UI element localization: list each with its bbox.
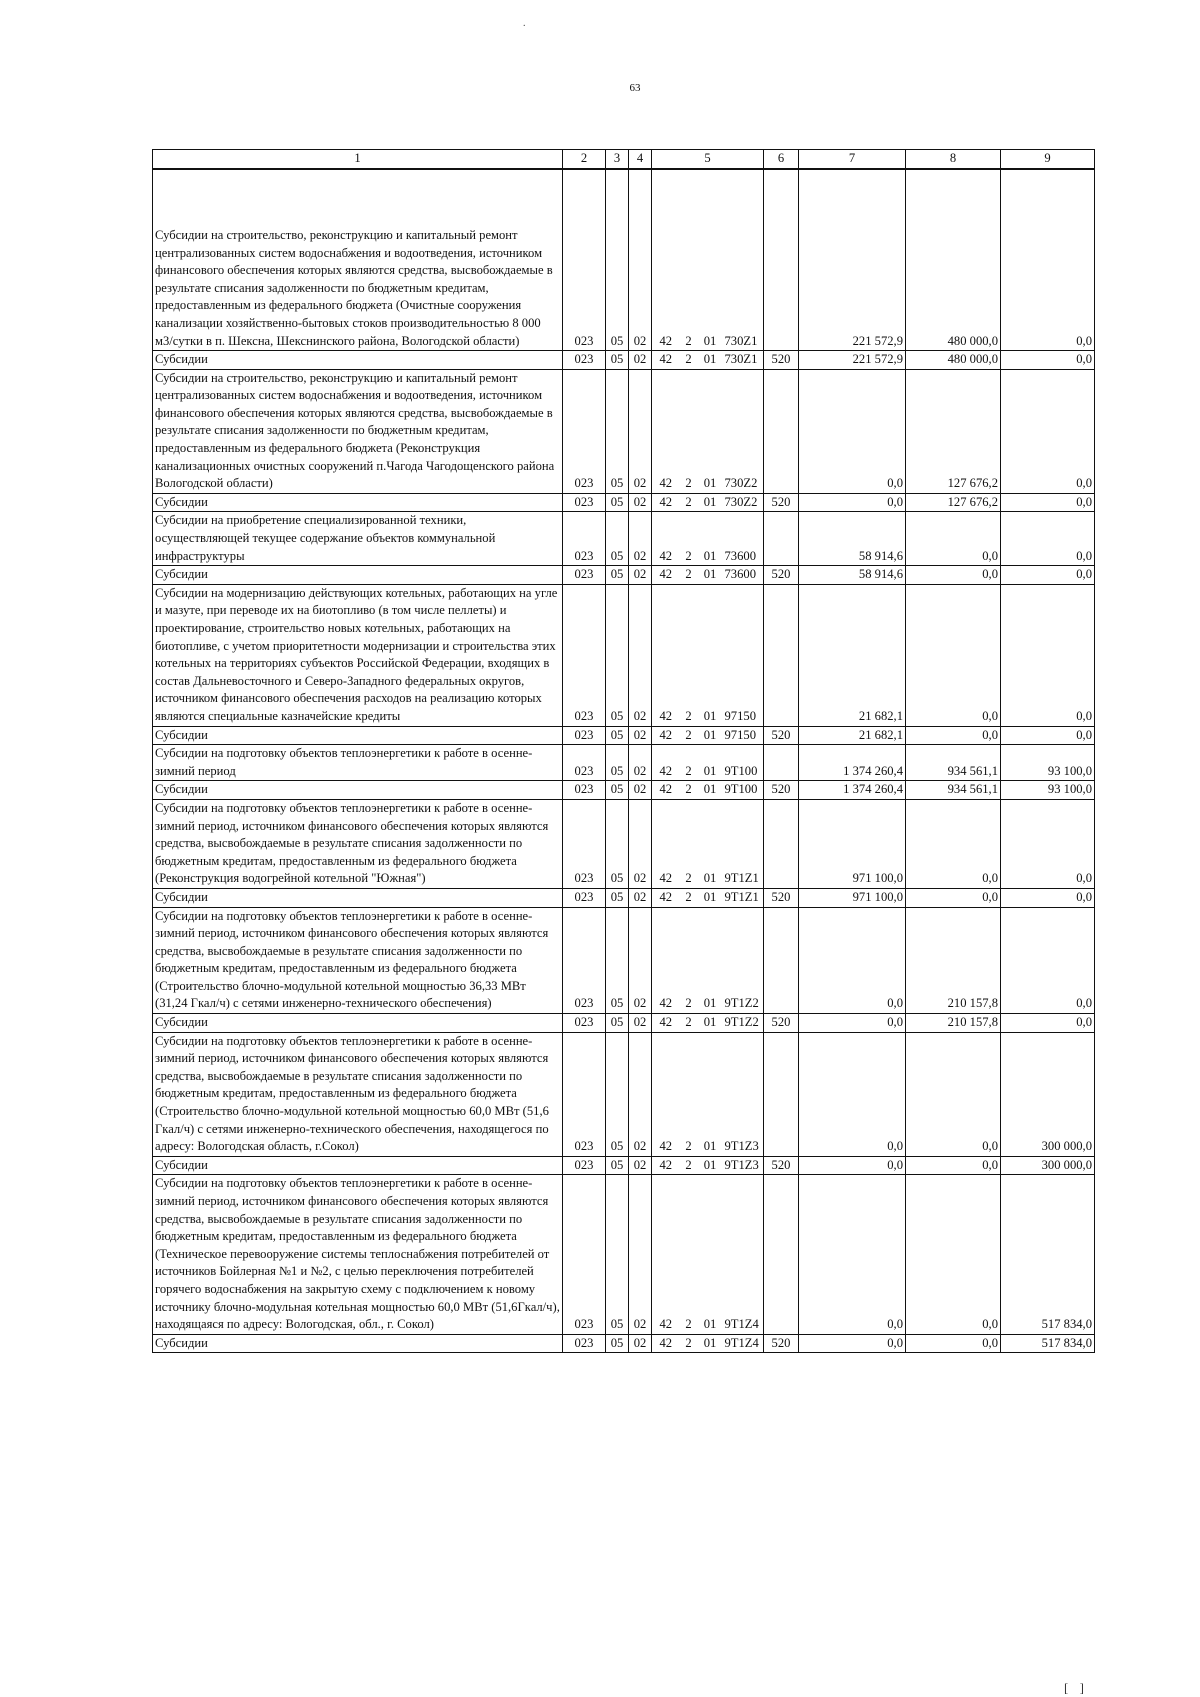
header-col-2: 2 [563, 150, 606, 169]
col-3-section: 05 [606, 726, 629, 745]
col-7-amount: 1 374 260,4 [799, 745, 906, 781]
col-5-subprogram: 2 [680, 781, 698, 800]
col-5-subprogram: 2 [680, 169, 698, 351]
col-5-subprogram: 2 [680, 1032, 698, 1156]
col-7-amount: 0,0 [799, 1334, 906, 1353]
header-col-3: 3 [606, 150, 629, 169]
col-6-expense-type: 520 [764, 726, 799, 745]
col-9-amount: 0,0 [1001, 1014, 1095, 1033]
col-5-subprogram: 2 [680, 584, 698, 726]
col-4-subsection: 02 [629, 493, 652, 512]
col-5-direction: 9T1Z3 [723, 1156, 764, 1175]
row-name: Субсидии на подготовку объектов теплоэнергетики к работе в осенне-зимний период, источником финансового обеспечения которых являются средства, высвобождаемые в результате списания задолженности по бюджетным кредитам, предоставленным из федерального бюджета (Техническое перевооружение системы теплоснабжения потребителей от источников Бойлерная №1 и №2, с целью переключения потребителей горячего водоснабжения на закрытую схему с подключением к новому источнику блочно-модульная котельная мощностью 60,0 МВт (51,6Гкал/ч), находящаяся по адресу: Вологодская, обл., г. Сокол) [153, 1175, 563, 1334]
col-5-subprogram: 2 [680, 369, 698, 493]
budget-table [152, 149, 1095, 1353]
col-5-program: 42 [652, 907, 680, 1014]
col-5-subprogram: 2 [680, 566, 698, 585]
col-5-direction: 9T1Z4 [723, 1334, 764, 1353]
col-9-amount: 0,0 [1001, 907, 1095, 1014]
col-5-direction: 73600 [723, 512, 764, 566]
col-5-subprogram: 2 [680, 745, 698, 781]
col-8-amount: 0,0 [906, 512, 1001, 566]
table-row [153, 745, 1095, 781]
col-7-amount: 58 914,6 [799, 566, 906, 585]
col-5-program: 42 [652, 1334, 680, 1353]
col-8-amount: 0,0 [906, 726, 1001, 745]
header-col-7: 7 [799, 150, 906, 169]
col-2-ministry: 023 [563, 1175, 606, 1334]
col-8-amount: 934 561,1 [906, 781, 1001, 800]
col-5-event: 01 [698, 351, 723, 370]
col-9-amount: 0,0 [1001, 888, 1095, 907]
table-row [153, 584, 1095, 726]
header-row [153, 150, 1095, 169]
col-6-expense-type [764, 1032, 799, 1156]
table-row [153, 1032, 1095, 1156]
col-5-direction: 9T1Z3 [723, 1032, 764, 1156]
col-2-ministry: 023 [563, 512, 606, 566]
col-5-subprogram: 2 [680, 1175, 698, 1334]
col-7-amount: 0,0 [799, 1014, 906, 1033]
col-9-amount: 517 834,0 [1001, 1334, 1095, 1353]
col-8-amount: 0,0 [906, 888, 1001, 907]
col-5-program: 42 [652, 493, 680, 512]
col-8-amount: 480 000,0 [906, 169, 1001, 351]
top-mark: . [523, 18, 526, 29]
col-2-ministry: 023 [563, 493, 606, 512]
col-8-amount: 0,0 [906, 799, 1001, 888]
col-5-event: 01 [698, 493, 723, 512]
col-3-section: 05 [606, 1156, 629, 1175]
col-9-amount: 0,0 [1001, 169, 1095, 351]
col-4-subsection: 02 [629, 369, 652, 493]
col-7-amount: 221 572,9 [799, 351, 906, 370]
row-name: Субсидии [153, 566, 563, 585]
table-row [153, 888, 1095, 907]
table-row [153, 799, 1095, 888]
col-3-section: 05 [606, 1032, 629, 1156]
col-5-program: 42 [652, 1175, 680, 1334]
table-row [153, 781, 1095, 800]
row-name: Субсидии на приобретение специализированной техники, осуществляющей текущее содержание объектов коммунальной инфраструктуры [153, 512, 563, 566]
col-4-subsection: 02 [629, 888, 652, 907]
col-5-program: 42 [652, 169, 680, 351]
col-5-direction: 97150 [723, 726, 764, 745]
col-3-section: 05 [606, 369, 629, 493]
col-5-program: 42 [652, 566, 680, 585]
col-5-direction: 730Z2 [723, 493, 764, 512]
col-5-event: 01 [698, 1156, 723, 1175]
col-6-expense-type: 520 [764, 566, 799, 585]
col-5-program: 42 [652, 584, 680, 726]
col-9-amount: 0,0 [1001, 351, 1095, 370]
table-row [153, 1334, 1095, 1353]
col-5-event: 01 [698, 1032, 723, 1156]
col-3-section: 05 [606, 351, 629, 370]
corner-mark: [ ] [1064, 1680, 1088, 1695]
col-5-subprogram: 2 [680, 726, 698, 745]
col-2-ministry: 023 [563, 351, 606, 370]
col-8-amount: 210 157,8 [906, 1014, 1001, 1033]
col-3-section: 05 [606, 745, 629, 781]
col-6-expense-type [764, 169, 799, 351]
row-name: Субсидии [153, 351, 563, 370]
col-7-amount: 0,0 [799, 1156, 906, 1175]
col-2-ministry: 023 [563, 726, 606, 745]
col-3-section: 05 [606, 799, 629, 888]
col-7-amount: 0,0 [799, 1175, 906, 1334]
col-6-expense-type [764, 799, 799, 888]
table-row [153, 1156, 1095, 1175]
col-6-expense-type: 520 [764, 351, 799, 370]
col-5-direction: 730Z1 [723, 351, 764, 370]
col-3-section: 05 [606, 907, 629, 1014]
col-5-program: 42 [652, 745, 680, 781]
col-8-amount: 934 561,1 [906, 745, 1001, 781]
row-name: Субсидии [153, 493, 563, 512]
col-5-program: 42 [652, 1156, 680, 1175]
col-5-direction: 9T1Z4 [723, 1175, 764, 1334]
col-4-subsection: 02 [629, 726, 652, 745]
col-5-subprogram: 2 [680, 907, 698, 1014]
col-5-direction: 9T1Z2 [723, 1014, 764, 1033]
header-col-9: 9 [1001, 150, 1095, 169]
col-4-subsection: 02 [629, 781, 652, 800]
table-row [153, 351, 1095, 370]
table-row [153, 726, 1095, 745]
col-9-amount: 0,0 [1001, 369, 1095, 493]
col-5-event: 01 [698, 566, 723, 585]
col-5-program: 42 [652, 781, 680, 800]
col-8-amount: 127 676,2 [906, 369, 1001, 493]
row-name: Субсидии на строительство, реконструкцию и капитальный ремонт централизованных систем водоснабжения и водоотведения, источником финансового обеспечения которых являются средства, высвобождаемые в результате списания задолженности по бюджетным кредитам, предоставленным из федерального бюджета (Реконструкция канализационных очистных сооружений п.Чагода Чагодощенского района Вологодской области) [153, 369, 563, 493]
col-5-event: 01 [698, 584, 723, 726]
col-5-subprogram: 2 [680, 512, 698, 566]
page-number: 63 [629, 82, 641, 94]
col-9-amount: 300 000,0 [1001, 1032, 1095, 1156]
col-9-amount: 0,0 [1001, 493, 1095, 512]
col-8-amount: 0,0 [906, 1334, 1001, 1353]
col-4-subsection: 02 [629, 1175, 652, 1334]
col-2-ministry: 023 [563, 745, 606, 781]
row-name: Субсидии [153, 726, 563, 745]
col-7-amount: 0,0 [799, 369, 906, 493]
col-6-expense-type: 520 [764, 781, 799, 800]
col-6-expense-type: 520 [764, 1156, 799, 1175]
col-2-ministry: 023 [563, 169, 606, 351]
table-row [153, 493, 1095, 512]
col-5-program: 42 [652, 726, 680, 745]
table-row [153, 512, 1095, 566]
col-9-amount: 93 100,0 [1001, 745, 1095, 781]
col-8-amount: 0,0 [906, 566, 1001, 585]
col-5-event: 01 [698, 1014, 723, 1033]
col-4-subsection: 02 [629, 1334, 652, 1353]
header-col-5: 5 [652, 150, 764, 169]
col-8-amount: 480 000,0 [906, 351, 1001, 370]
col-9-amount: 517 834,0 [1001, 1175, 1095, 1334]
col-5-subprogram: 2 [680, 1156, 698, 1175]
col-3-section: 05 [606, 584, 629, 726]
col-5-direction: 730Z1 [723, 169, 764, 351]
col-8-amount: 0,0 [906, 1032, 1001, 1156]
col-5-subprogram: 2 [680, 1014, 698, 1033]
table-row [153, 907, 1095, 1014]
header-col-8: 8 [906, 150, 1001, 169]
col-8-amount: 210 157,8 [906, 907, 1001, 1014]
col-3-section: 05 [606, 493, 629, 512]
col-8-amount: 0,0 [906, 584, 1001, 726]
col-5-event: 01 [698, 745, 723, 781]
col-5-direction: 73600 [723, 566, 764, 585]
col-7-amount: 0,0 [799, 907, 906, 1014]
col-2-ministry: 023 [563, 888, 606, 907]
col-2-ministry: 023 [563, 1032, 606, 1156]
col-5-event: 01 [698, 512, 723, 566]
col-2-ministry: 023 [563, 584, 606, 726]
col-5-direction: 9T1Z1 [723, 888, 764, 907]
col-7-amount: 21 682,1 [799, 726, 906, 745]
row-name: Субсидии [153, 1014, 563, 1033]
col-5-event: 01 [698, 781, 723, 800]
header-col-4: 4 [629, 150, 652, 169]
row-name: Субсидии на подготовку объектов теплоэнергетики к работе в осенне-зимний период, источником финансового обеспечения которых являются средства, высвобождаемые в результате списания задолженности по бюджетным кредитам, предоставленным из федерального бюджета (Строительство блочно-модульной котельной мощностью 60,0 МВт (51,6 Гкал/ч) с сетями инженерно-технического обеспечения, находящегося по адресу: Вологодская область, г.Сокол) [153, 1032, 563, 1156]
col-5-event: 01 [698, 169, 723, 351]
col-2-ministry: 023 [563, 781, 606, 800]
col-5-program: 42 [652, 799, 680, 888]
col-9-amount: 0,0 [1001, 512, 1095, 566]
col-5-subprogram: 2 [680, 799, 698, 888]
table-row [153, 1175, 1095, 1334]
table-row [153, 369, 1095, 493]
col-9-amount: 93 100,0 [1001, 781, 1095, 800]
col-5-subprogram: 2 [680, 888, 698, 907]
col-7-amount: 0,0 [799, 1032, 906, 1156]
col-2-ministry: 023 [563, 799, 606, 888]
col-4-subsection: 02 [629, 512, 652, 566]
row-name: Субсидии на строительство, реконструкцию и капитальный ремонт централизованных систем водоснабжения и водоотведения, источником финансового обеспечения которых являются средства, высвобождаемые в результате списания задолженности по бюджетным кредитам, предоставленным из федерального бюджета (Очистные сооружения канализации хозяйственно-бытовых стоков производительностью 8 000 м3/сутки в п. Шексна, Шекснинского района, Вологодской области) [153, 169, 563, 351]
col-6-expense-type: 520 [764, 888, 799, 907]
row-name: Субсидии на подготовку объектов теплоэнергетики к работе в осенне-зимний период [153, 745, 563, 781]
col-5-event: 01 [698, 907, 723, 1014]
col-4-subsection: 02 [629, 584, 652, 726]
col-7-amount: 971 100,0 [799, 888, 906, 907]
table-body [153, 150, 1095, 1353]
col-9-amount: 0,0 [1001, 799, 1095, 888]
col-3-section: 05 [606, 1175, 629, 1334]
col-9-amount: 0,0 [1001, 566, 1095, 585]
col-2-ministry: 023 [563, 369, 606, 493]
col-9-amount: 0,0 [1001, 584, 1095, 726]
header-col-6: 6 [764, 150, 799, 169]
col-5-program: 42 [652, 1014, 680, 1033]
col-5-program: 42 [652, 351, 680, 370]
row-name: Субсидии на подготовку объектов теплоэнергетики к работе в осенне-зимний период, источником финансового обеспечения которых являются средства, высвобождаемые в результате списания задолженности по бюджетным кредитам, предоставленным из федерального бюджета (Реконструкция водогрейной котельной "Южная") [153, 799, 563, 888]
col-6-expense-type [764, 1175, 799, 1334]
header-col-1: 1 [153, 150, 563, 169]
col-3-section: 05 [606, 888, 629, 907]
col-5-program: 42 [652, 512, 680, 566]
col-5-subprogram: 2 [680, 1334, 698, 1353]
col-6-expense-type [764, 512, 799, 566]
col-7-amount: 58 914,6 [799, 512, 906, 566]
col-5-subprogram: 2 [680, 351, 698, 370]
col-5-direction: 9T1Z1 [723, 799, 764, 888]
col-3-section: 05 [606, 566, 629, 585]
col-3-section: 05 [606, 512, 629, 566]
col-4-subsection: 02 [629, 169, 652, 351]
col-5-program: 42 [652, 888, 680, 907]
col-5-direction: 9T100 [723, 745, 764, 781]
col-9-amount: 0,0 [1001, 726, 1095, 745]
col-4-subsection: 02 [629, 1156, 652, 1175]
col-6-expense-type [764, 745, 799, 781]
col-6-expense-type [764, 584, 799, 726]
col-2-ministry: 023 [563, 1156, 606, 1175]
col-2-ministry: 023 [563, 1014, 606, 1033]
col-5-event: 01 [698, 369, 723, 493]
col-5-event: 01 [698, 1175, 723, 1334]
col-2-ministry: 023 [563, 907, 606, 1014]
col-6-expense-type [764, 907, 799, 1014]
col-5-program: 42 [652, 369, 680, 493]
col-4-subsection: 02 [629, 566, 652, 585]
row-name: Субсидии [153, 1156, 563, 1175]
col-8-amount: 127 676,2 [906, 493, 1001, 512]
col-5-program: 42 [652, 1032, 680, 1156]
table-row [153, 566, 1095, 585]
col-6-expense-type [764, 369, 799, 493]
col-3-section: 05 [606, 1014, 629, 1033]
table-row [153, 169, 1095, 351]
col-3-section: 05 [606, 1334, 629, 1353]
col-7-amount: 971 100,0 [799, 799, 906, 888]
col-9-amount: 300 000,0 [1001, 1156, 1095, 1175]
col-5-direction: 9T100 [723, 781, 764, 800]
col-7-amount: 221 572,9 [799, 169, 906, 351]
col-4-subsection: 02 [629, 907, 652, 1014]
col-5-event: 01 [698, 799, 723, 888]
col-5-subprogram: 2 [680, 493, 698, 512]
col-4-subsection: 02 [629, 351, 652, 370]
col-6-expense-type: 520 [764, 1014, 799, 1033]
col-4-subsection: 02 [629, 1014, 652, 1033]
col-5-direction: 97150 [723, 584, 764, 726]
row-name: Субсидии на подготовку объектов теплоэнергетики к работе в осенне-зимний период, источником финансового обеспечения которых являются средства, высвобождаемые в результате списания задолженности по бюджетным кредитам, предоставленным из федерального бюджета (Строительство блочно-модульной котельной мощностью 36,33 МВт (31,24 Гкал/ч) с сетями инженерно-технического обеспечения) [153, 907, 563, 1014]
col-4-subsection: 02 [629, 745, 652, 781]
col-6-expense-type: 520 [764, 493, 799, 512]
col-4-subsection: 02 [629, 1032, 652, 1156]
col-7-amount: 21 682,1 [799, 584, 906, 726]
col-8-amount: 0,0 [906, 1156, 1001, 1175]
col-5-direction: 9T1Z2 [723, 907, 764, 1014]
col-3-section: 05 [606, 169, 629, 351]
col-5-event: 01 [698, 888, 723, 907]
col-4-subsection: 02 [629, 799, 652, 888]
col-3-section: 05 [606, 781, 629, 800]
col-2-ministry: 023 [563, 566, 606, 585]
col-5-event: 01 [698, 726, 723, 745]
table-row [153, 1014, 1095, 1033]
row-name: Субсидии [153, 781, 563, 800]
row-name: Субсидии [153, 888, 563, 907]
row-name: Субсидии на модернизацию действующих котельных, работающих на угле и мазуте, при переводе их на биотопливо (в том числе пеллеты) и проектирование, строительство новых котельных, работающих на биотопливе, с учетом приоритетности модернизации и строительства этих котельных на территориях субъектов Российской Федерации, входящих в состав Дальневосточного и Северо-Западного федеральных округов, источником финансового обеспечения расходов на реализацию которых являются специальные казначейские кредиты [153, 584, 563, 726]
col-7-amount: 1 374 260,4 [799, 781, 906, 800]
col-7-amount: 0,0 [799, 493, 906, 512]
col-5-event: 01 [698, 1334, 723, 1353]
row-name: Субсидии [153, 1334, 563, 1353]
col-8-amount: 0,0 [906, 1175, 1001, 1334]
col-5-direction: 730Z2 [723, 369, 764, 493]
col-2-ministry: 023 [563, 1334, 606, 1353]
col-6-expense-type: 520 [764, 1334, 799, 1353]
